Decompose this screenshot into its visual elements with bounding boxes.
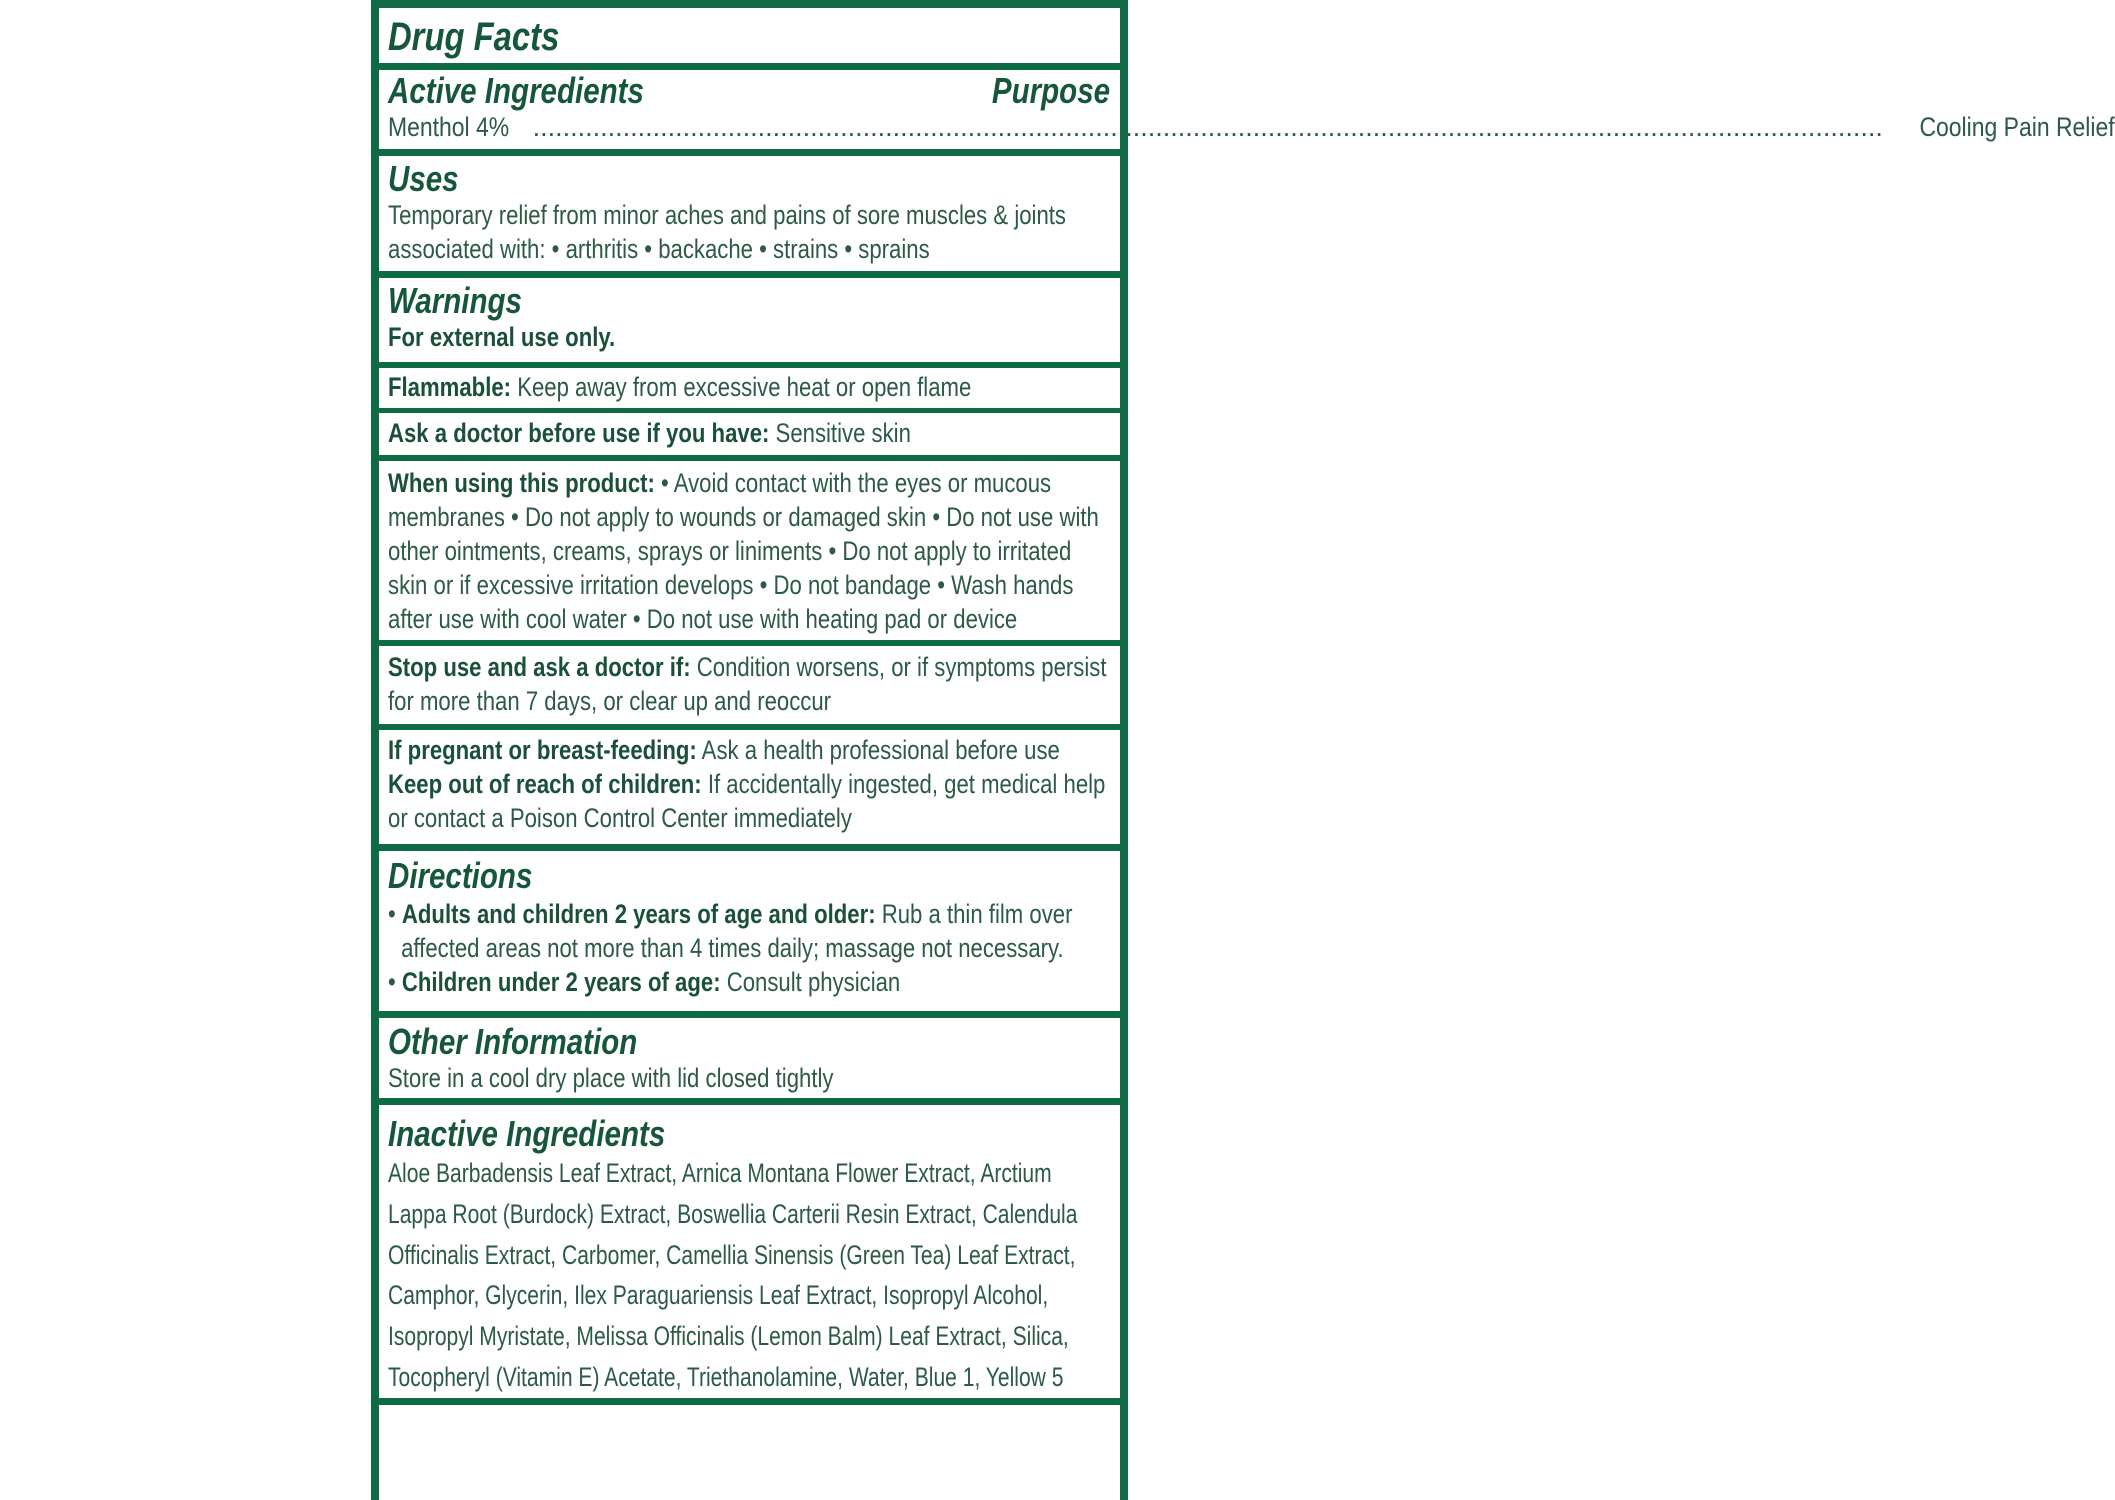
active-ingredients-section xyxy=(379,70,2115,149)
inactive-ingredients-text: Aloe Barbadensis Leaf Extract, Arnica Montana Flower Extract, Arctium Lappa Root (Burdock) Extract, Boswellia Carterii Resin Extract, Calendula Officinalis Extract, Carbomer, Camellia Sinensis (Green Tea) Leaf Extract, Camphor, Glycerin, Ilex Paraguariensis Leaf Extract, Isopropyl Alcohol, Isopropyl Myristate, Melissa Officinalis (Lemon Balm) Leaf Extract, Silica, Tocopheryl (Vitamin E) Acetate, Triethanolamine, Water, Blue 1, Yellow 5 xyxy=(388,1158,1078,1392)
inactive-ingredients-section xyxy=(379,1105,1120,1398)
stop-use-label: Stop use and ask a doctor if: xyxy=(388,652,691,682)
other-information-text: Store in a cool dry place with lid closed tightly xyxy=(388,1063,834,1093)
keep-out-label: Keep out of reach of children: xyxy=(388,769,702,799)
drug-facts-title: Drug Facts xyxy=(388,15,560,59)
ask-doctor-section xyxy=(379,413,1120,455)
empty-section xyxy=(379,1405,1120,1500)
active-ingredient: Menthol 4% xyxy=(388,112,510,142)
warnings-heading: Warnings xyxy=(388,280,522,321)
uses-text: Temporary relief from minor aches and pains of sore muscles & joints associated with: • arthritis • backache • strains • sprains xyxy=(388,200,1067,264)
flammable-text: Keep away from excessive heat or open flame xyxy=(511,372,972,402)
directions-heading: Directions xyxy=(388,855,533,896)
active-purpose: Cooling Pain Relief xyxy=(1919,112,2115,142)
directions-section: Directions • Adults and children 2 years of age and older: Rub a thin film over affected areas not more than 4 times daily; massage not necessary. • Children under 2 years of age: Consult physician xyxy=(379,851,1120,1011)
drug-facts-panel xyxy=(371,0,2115,1500)
drug-facts-title-section xyxy=(379,8,1120,63)
directions-children-label: Children under 2 years of age: xyxy=(401,967,721,997)
pregnant-children-section xyxy=(379,730,1120,844)
inactive-ingredients-heading: Inactive Ingredients xyxy=(388,1113,666,1154)
pregnant-label: If pregnant or breast-feeding: xyxy=(388,735,697,765)
other-information-section xyxy=(379,1018,1120,1098)
directions-adults-text: Rub a thin film over affected areas not more than 4 times daily; massage not necessary. xyxy=(401,899,1073,963)
stop-use-section xyxy=(379,646,1120,724)
when-using-text: • Avoid contact with the eyes or mucous membranes • Do not apply to wounds or damaged skin • Do not use with other ointments, creams, sprays or liniments • Do not apply to irritated skin or if excessive irritation develops • Do not bandage • Wash hands after use with cool water • Do not use with heating pad or device xyxy=(388,468,1099,634)
ask-doctor-label: Ask a doctor before use if you have: xyxy=(388,418,770,448)
directions-adults-label: Adults and children 2 years of age and older: xyxy=(401,899,876,929)
purpose-heading: Purpose xyxy=(991,70,1110,111)
warnings-section xyxy=(379,278,1120,362)
flammable-section xyxy=(379,368,1120,408)
active-ingredients-heading: Active Ingredients xyxy=(388,70,644,111)
pregnant-text: Ask a health professional before use xyxy=(696,735,1060,765)
ask-doctor-text: Sensitive skin xyxy=(769,418,911,448)
uses-heading: Uses xyxy=(388,158,459,199)
external-use-text: For external use only. xyxy=(388,322,616,352)
stop-use-text: Condition worsens, or if symptoms persist for more than 7 days, or clear up and reoccur xyxy=(388,652,1107,716)
directions-children-text: Consult physician xyxy=(720,967,901,997)
when-using-section xyxy=(379,461,1120,640)
keep-out-text: If accidentally ingested, get medical help or contact a Poison Control Center immediately xyxy=(388,769,1106,833)
dot-leader: .................................................................................................................................................................................... xyxy=(532,112,1883,142)
when-using-label: When using this product: xyxy=(388,468,655,498)
flammable-label: Flammable: xyxy=(388,372,512,402)
uses-section xyxy=(379,156,1120,271)
other-information-heading: Other Information xyxy=(388,1021,638,1062)
